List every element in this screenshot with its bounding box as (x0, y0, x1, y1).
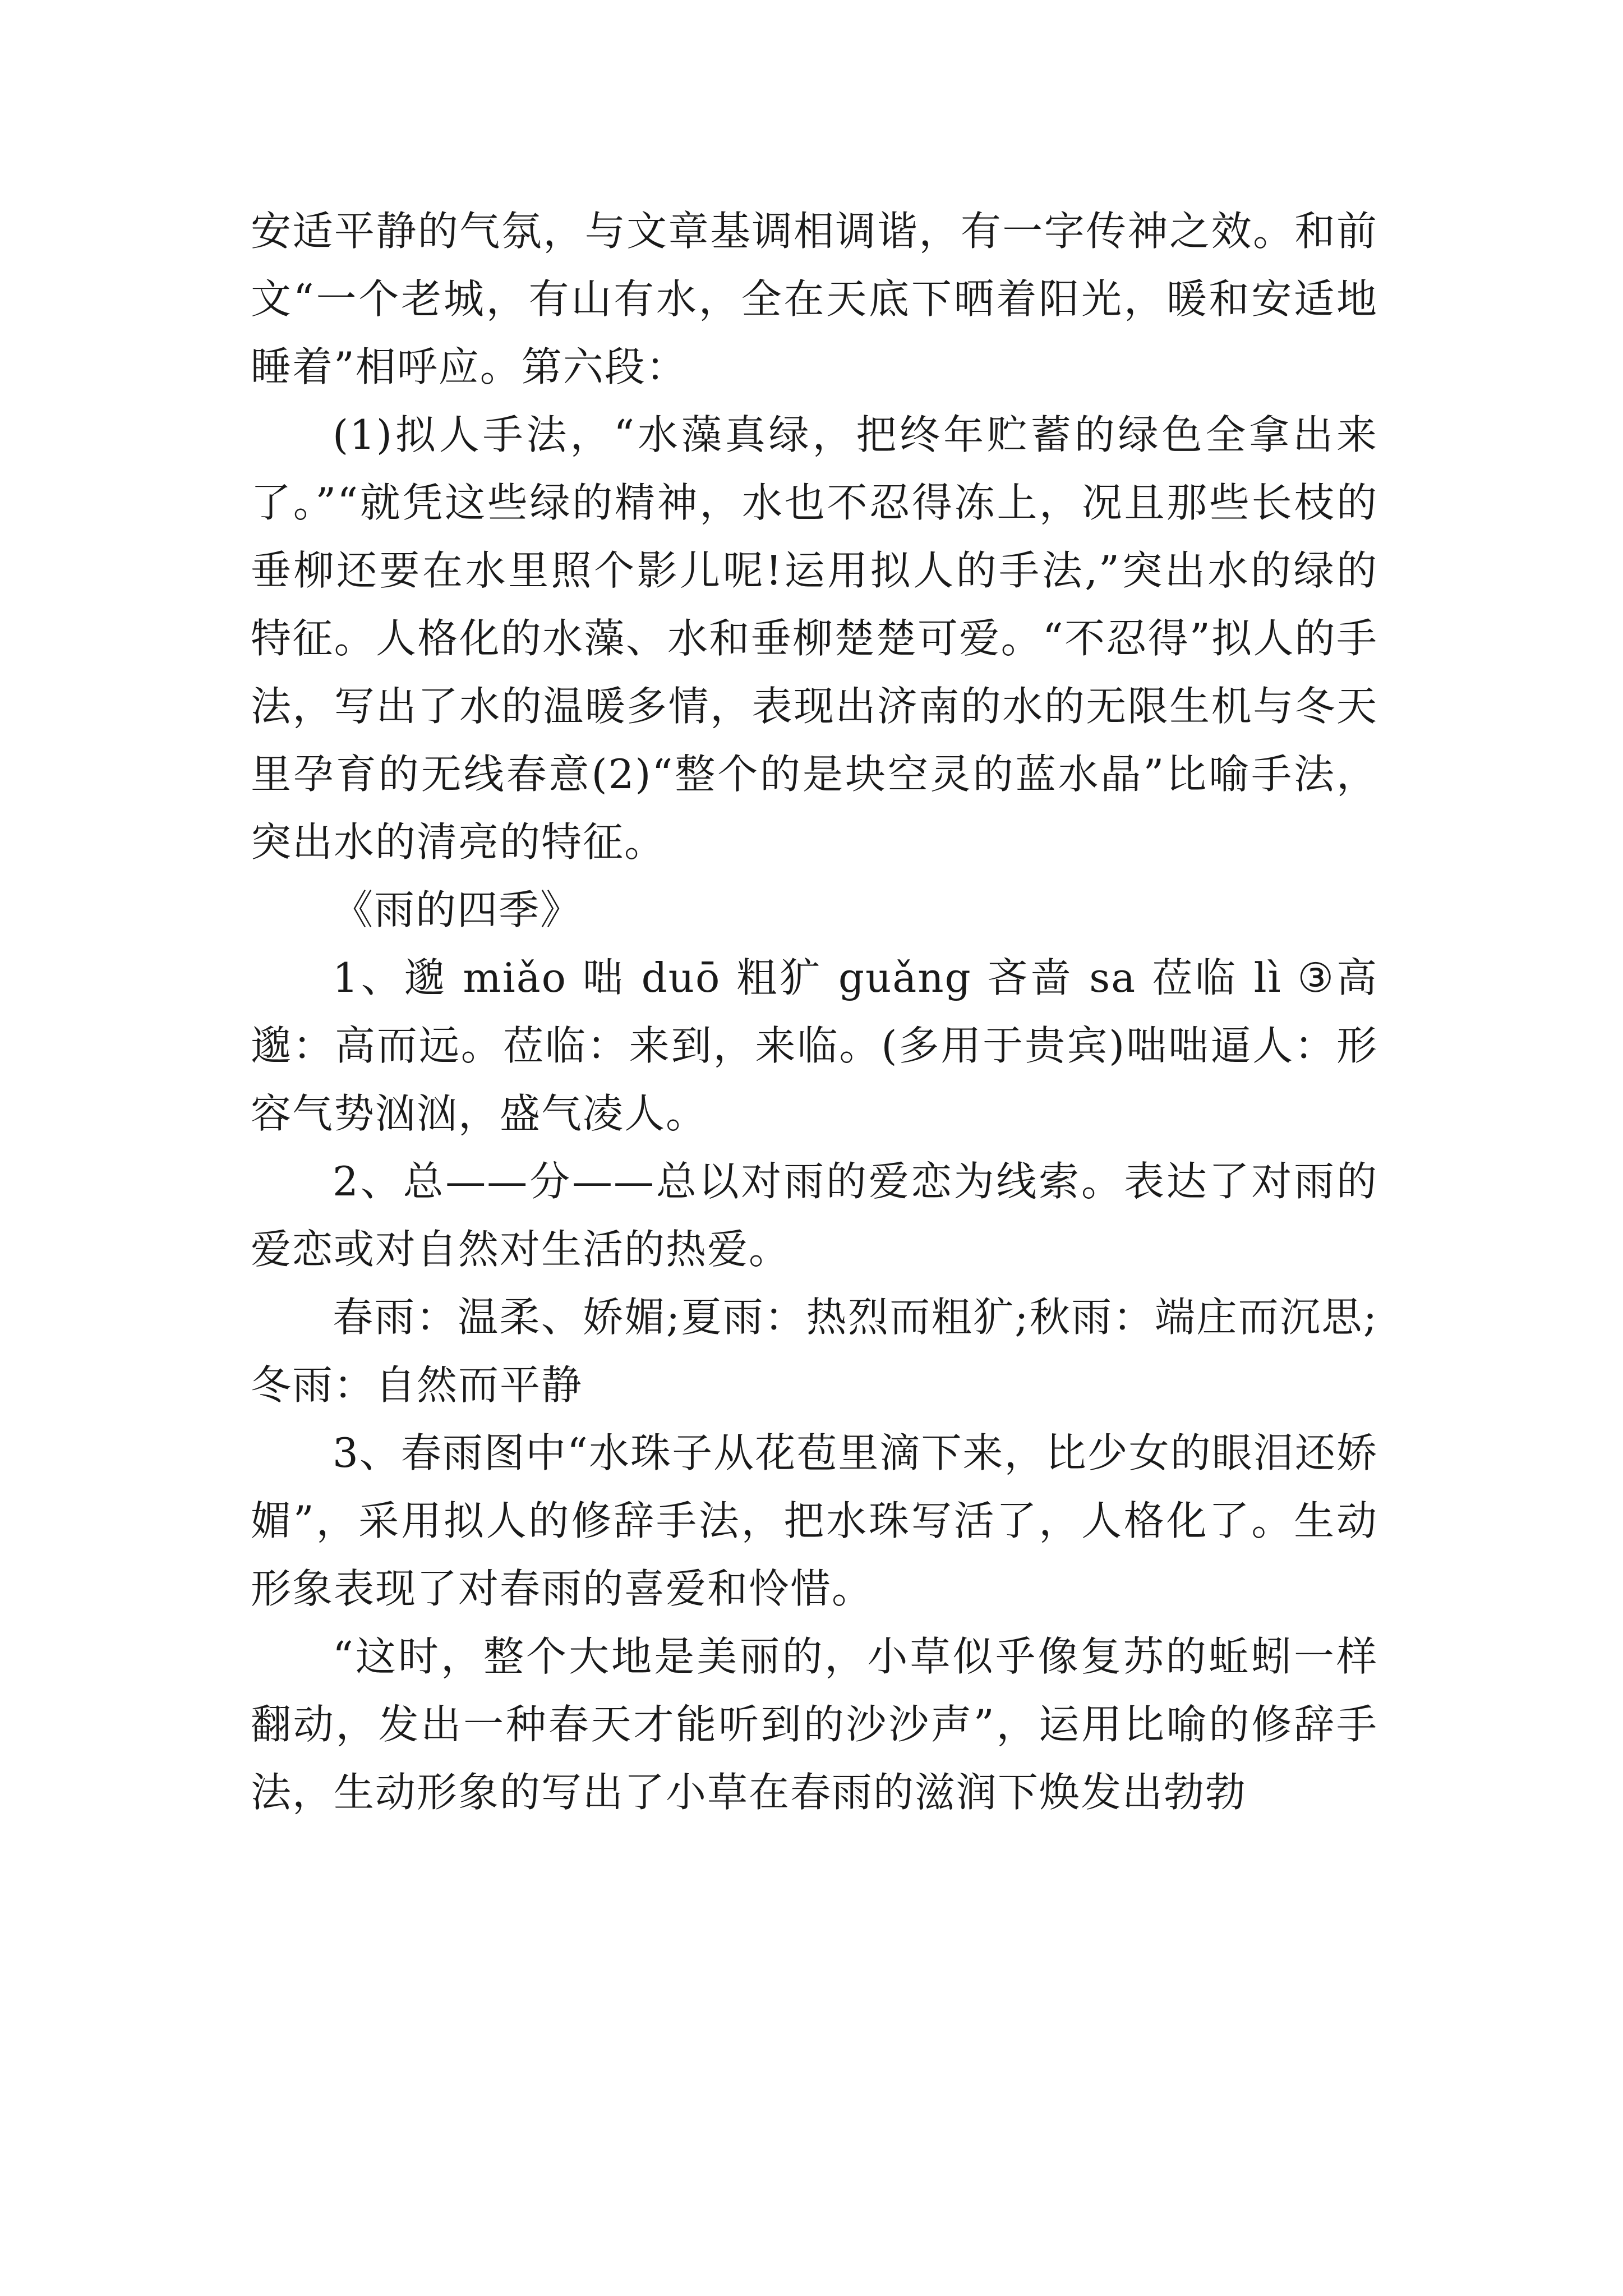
essay-title: 《雨的四季》 (333, 886, 582, 933)
paragraph-item-3: 3、春雨图中“水珠子从花苞里滴下来，比少女的眼泪还娇媚”，采用拟人的修辞手法，把水珠写活了，人格化了。生动形象表现了对春雨的喜爱和怜惜。 (251, 1429, 1378, 1612)
paragraph-section-six: (1)拟人手法，“水藻真绿，把终年贮蓄的绿色全拿出来了。”“就凭这些绿的精神，水也不忍得冻上，况且那些长枝的垂柳还要在水里照个影儿呢!运用拟人的手法,”突出水的绿的特征。人格化的水藻、水和垂柳楚楚可爱。“不忍得”拟人的手法，写出了水的温暖多情，表现出济南的水的无限生机与冬天里孕育的无线春意(2)“整个的是块空灵的蓝水晶”比喻手法，突出水的清亮的特征。 (251, 411, 1378, 866)
paragraph-item-2: 2、总——分——总以对雨的爱恋为线索。表达了对雨的爱恋或对自然对生活的热爱。 (251, 1158, 1378, 1273)
paragraph-continuation: 安适平静的气氛，与文章基调相调谐，有一字传神之效。和前文“一个老城，有山有水，全在天底下晒着阳光，暖和安适地睡着”相呼应。第六段： (251, 208, 1378, 390)
paragraph-item-1: 1、邈 miǎo 咄 duō 粗犷 guǎng 吝啬 sa 莅临 lì ③高邈：高而远。莅临：来到，来临。(多用于贵宾)咄咄逼人：形容气势汹汹，盛气凌人。 (251, 954, 1378, 1137)
paragraph-seasons: 春雨：温柔、娇媚;夏雨：热烈而粗犷;秋雨：端庄而沉思;冬雨：自然而平静 (251, 1294, 1378, 1409)
paragraph-spring-grass: “这时，整个大地是美丽的，小草似乎像复苏的蚯蚓一样翻动，发出一种春天才能听到的沙沙声”，运用比喻的修辞手法，生动形象的写出了小草在春雨的滋润下焕发出勃勃 (251, 1633, 1378, 1816)
document-body (251, 197, 1378, 1826)
